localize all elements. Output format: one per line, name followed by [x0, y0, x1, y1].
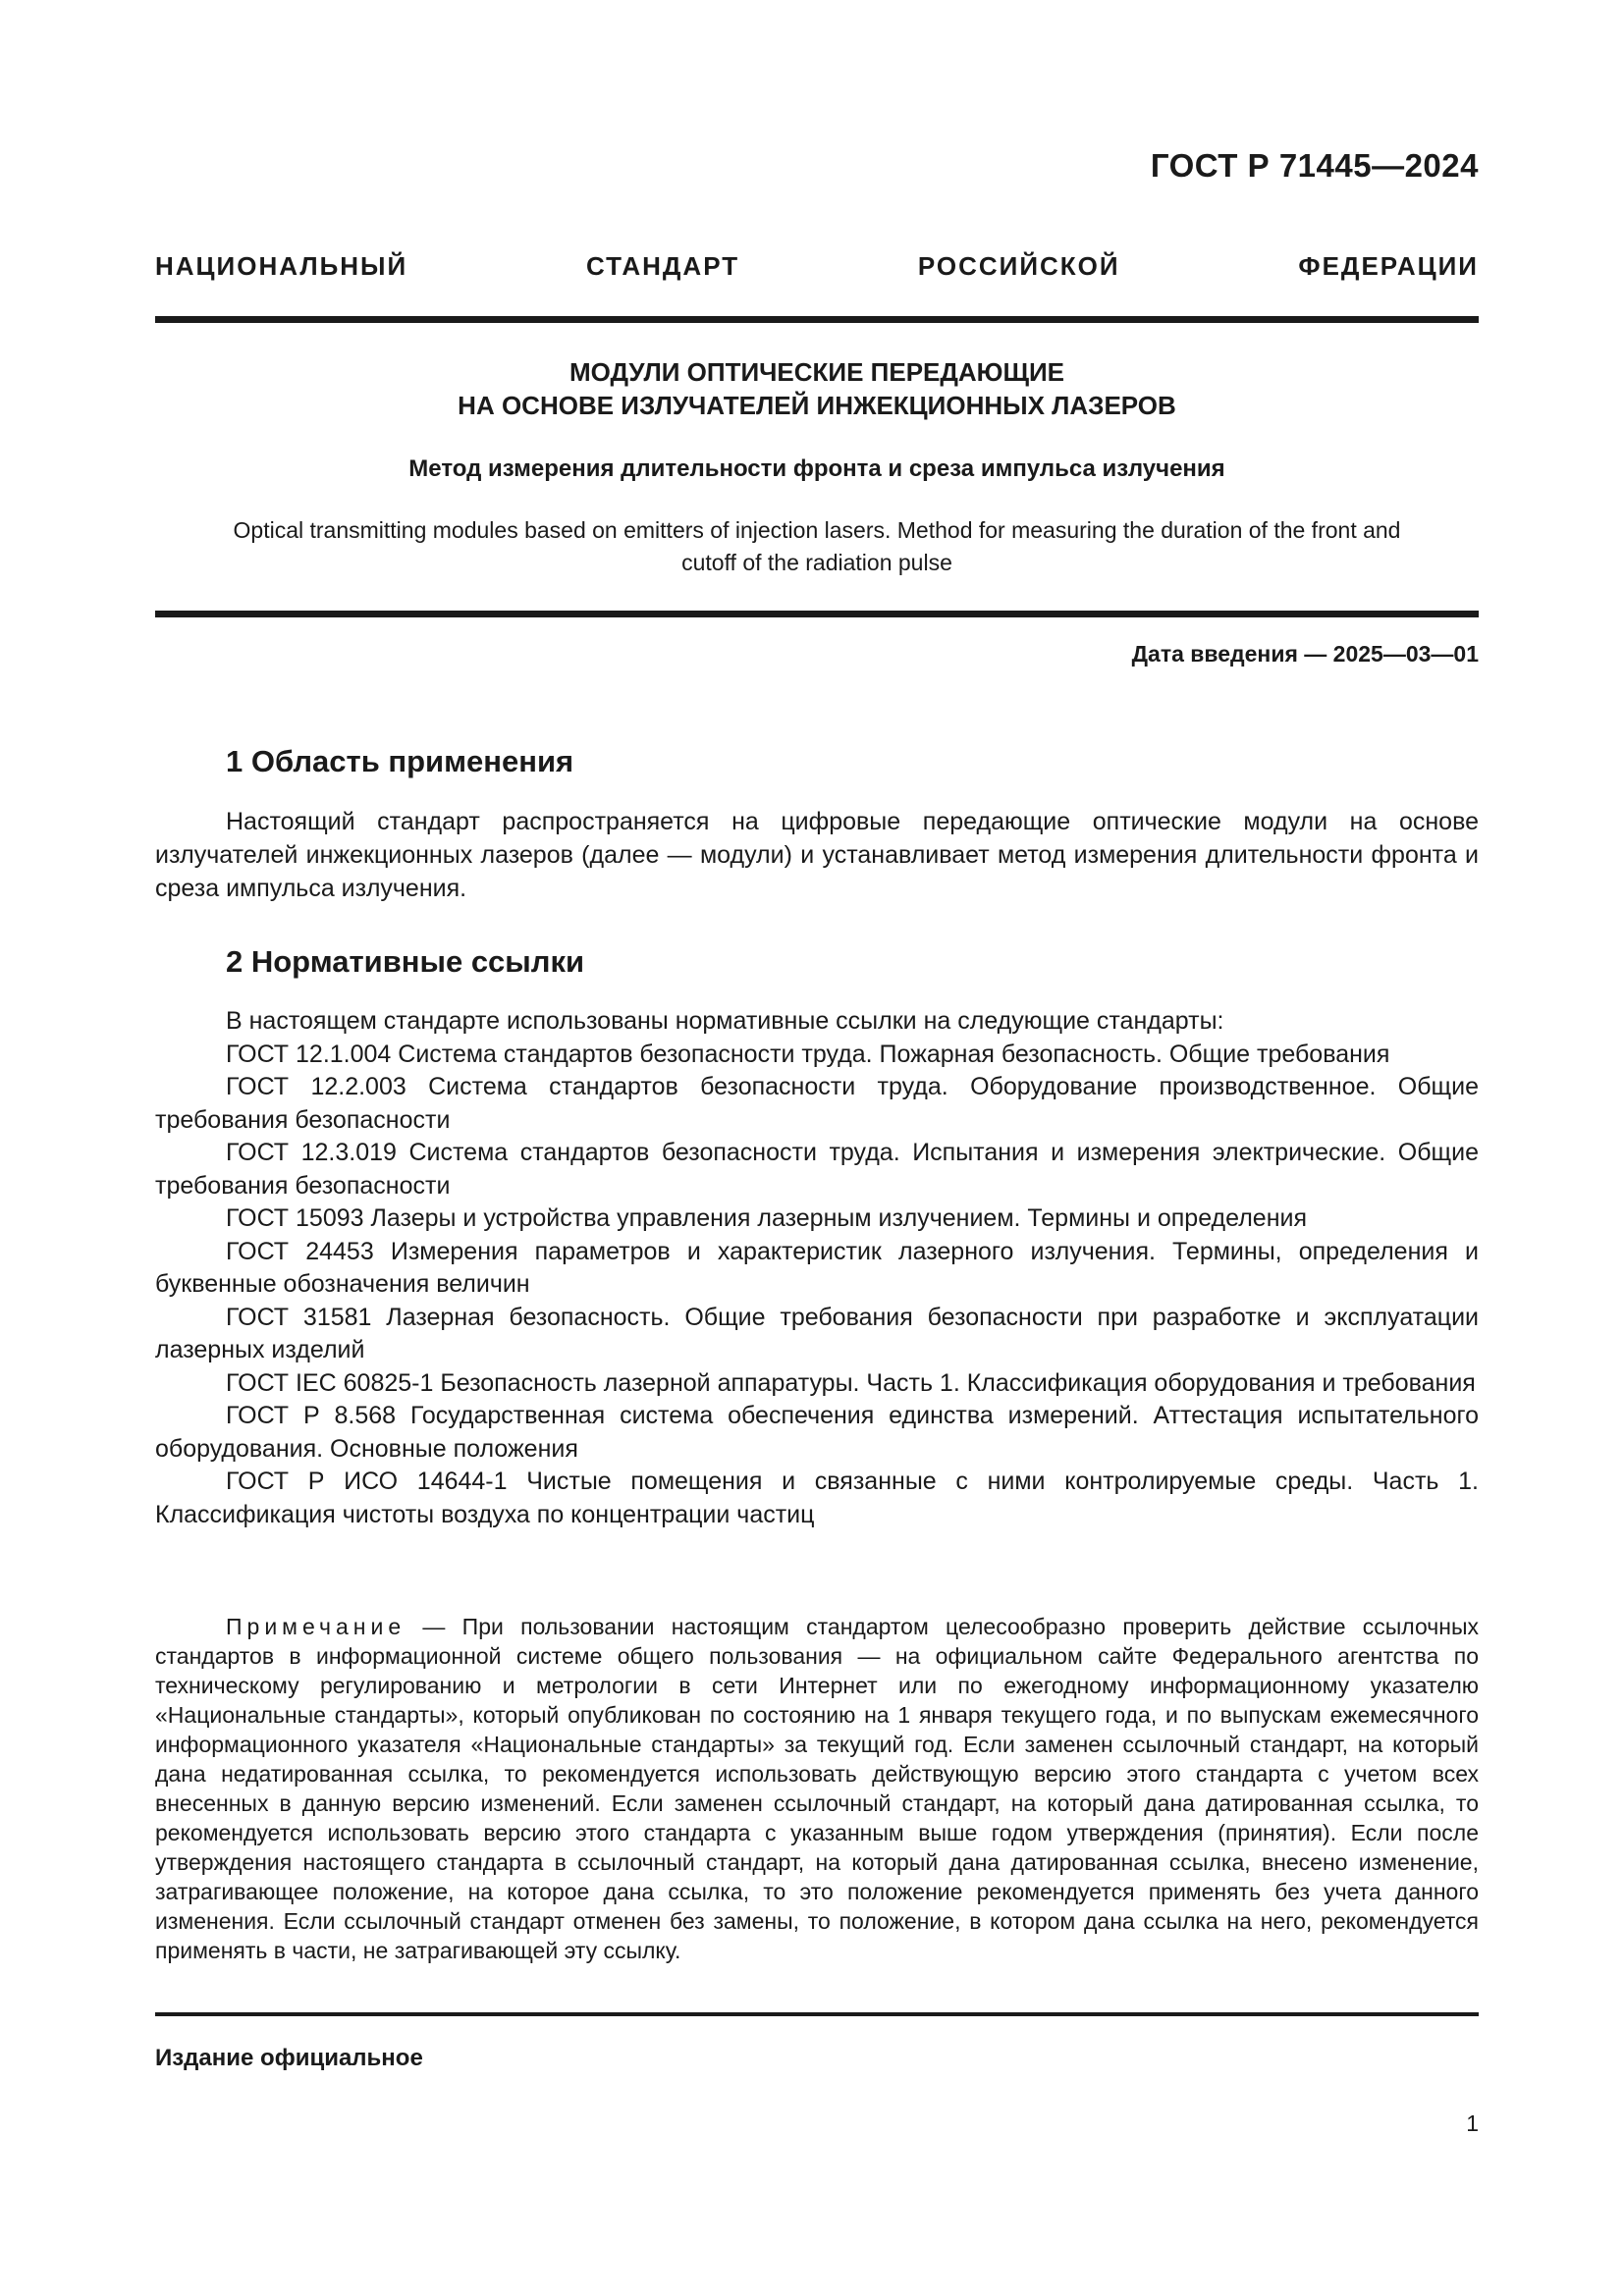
page-number: 1: [1466, 2110, 1479, 2136]
normative-references: [155, 1005, 1479, 1531]
document-code: ГОСТ Р 71445—2024: [1150, 147, 1479, 184]
document-title: [155, 355, 1479, 422]
reference-item: ГОСТ IEC 60825-1 Безопасность лазерной аппаратуры. Часть 1. Классификация оборудования и требования: [226, 1368, 1476, 1397]
top-divider: [155, 316, 1479, 323]
english-title-line-1: Optical transmitting modules based on emitters of injection lasers. Method for measuring the duration of the front and: [233, 517, 1401, 543]
section-2-heading: 2 Нормативные ссылки: [226, 944, 585, 979]
reference-item: ГОСТ 31581 Лазерная безопасность. Общие требования безопасности при разработке и эксплуатации лазерных изделий: [155, 1303, 1479, 1363]
reference-item: ГОСТ Р ИСО 14644-1 Чистые помещения и связанные с ними контролируемые среды. Часть 1. Классификация чистоты воздуха по концентрации частиц: [155, 1468, 1479, 1528]
reference-item: ГОСТ 12.1.004 Система стандартов безопасности труда. Пожарная безопасность. Общие требования: [226, 1040, 1390, 1068]
section-1-heading: 1 Область применения: [226, 744, 574, 778]
title-line-1: МОДУЛИ ОПТИЧЕСКИЕ ПЕРЕДАЮЩИЕ: [568, 357, 1065, 387]
note-block: [155, 1612, 1479, 1965]
english-title: [155, 514, 1479, 579]
reference-item: ГОСТ Р 8.568 Государственная система обеспечения единства измерений. Аттестация испытательного оборудования. Основные положения: [155, 1402, 1479, 1463]
section-1-text: Настоящий стандарт распространяется на цифровые передающие оптические модули на основе излучателей инжекционных лазеров (далее — модули) и устанавливает метод измерения длительности фронта и среза импульса излучения.: [155, 808, 1479, 902]
title-divider: [155, 611, 1479, 617]
document-subtitle: Метод измерения длительности фронта и среза импульса излучения: [408, 455, 1225, 482]
reference-item: ГОСТ 12.3.019 Система стандартов безопасности труда. Испытания и измерения электрические. Общие требования безопасности: [155, 1139, 1479, 1200]
note-text: — При пользовании настоящим стандартом целесообразно проверить действие ссылочных стандартов в информационной системе общего пользования — на официальном сайте Федерального агентства по техническому регулированию и метрологии в сети Интернет или по ежегодному информационному указателю «Национальные стандарты», который опубликован по состоянию на 1 января текущего года, и по выпускам ежемесячного информационного указателя «Национальные стандарты» за текущий год. Если заменен ссылочный стандарт, на который дана недатированная ссылка, то рекомендуется использовать действующую версию этого стандарта с учетом всех внесенных в данную версию изменений. Если заменен ссылочный стандарт, на который дана датированная ссылка, то рекомендуется использовать версию этого стандарта с указанным выше годом утверждения (принятия). Если после утверждения настоящего стандарта в ссылочный стандарт, на который дана датированная ссылка, внесено изменение, затрагивающее положение, на которое дана ссылка, то это положение рекомендуется применять без учета данного изменения. Если ссылочный стандарт отменен без замены, то положение, в котором дана ссылка на него, рекомендуется применять в части, не затрагивающей эту ссылку.: [155, 1614, 1479, 1963]
footer-divider: [155, 2012, 1479, 2016]
reference-item: ГОСТ 24453 Измерения параметров и характеристик лазерного излучения. Термины, определения и буквенные обозначения величин: [155, 1237, 1479, 1298]
reference-item: ГОСТ 12.2.003 Система стандартов безопасности труда. Оборудование производственное. Общие требования безопасности: [155, 1073, 1479, 1134]
title-line-2: НА ОСНОВЕ ИЗЛУЧАТЕЛЕЙ ИНЖЕКЦИОННЫХ ЛАЗЕРОВ: [458, 391, 1176, 420]
note-label: Примечание: [226, 1614, 406, 1639]
introduction-date: Дата введения — 2025—03—01: [1131, 641, 1479, 667]
references-intro: В настоящем стандарте использованы нормативные ссылки на следующие стандарты:: [226, 1007, 1224, 1035]
english-title-line-2: cutoff of the radiation pulse: [681, 550, 952, 575]
reference-item: ГОСТ 15093 Лазеры и устройства управления лазерным излучением. Термины и определения: [226, 1204, 1308, 1232]
official-edition-label: Издание официальное: [155, 2045, 423, 2071]
national-standard-banner: НАЦИОНАЛЬНЫЙ СТАНДАРТ РОССИЙСКОЙ ФЕДЕРАЦИИ: [155, 251, 1479, 281]
